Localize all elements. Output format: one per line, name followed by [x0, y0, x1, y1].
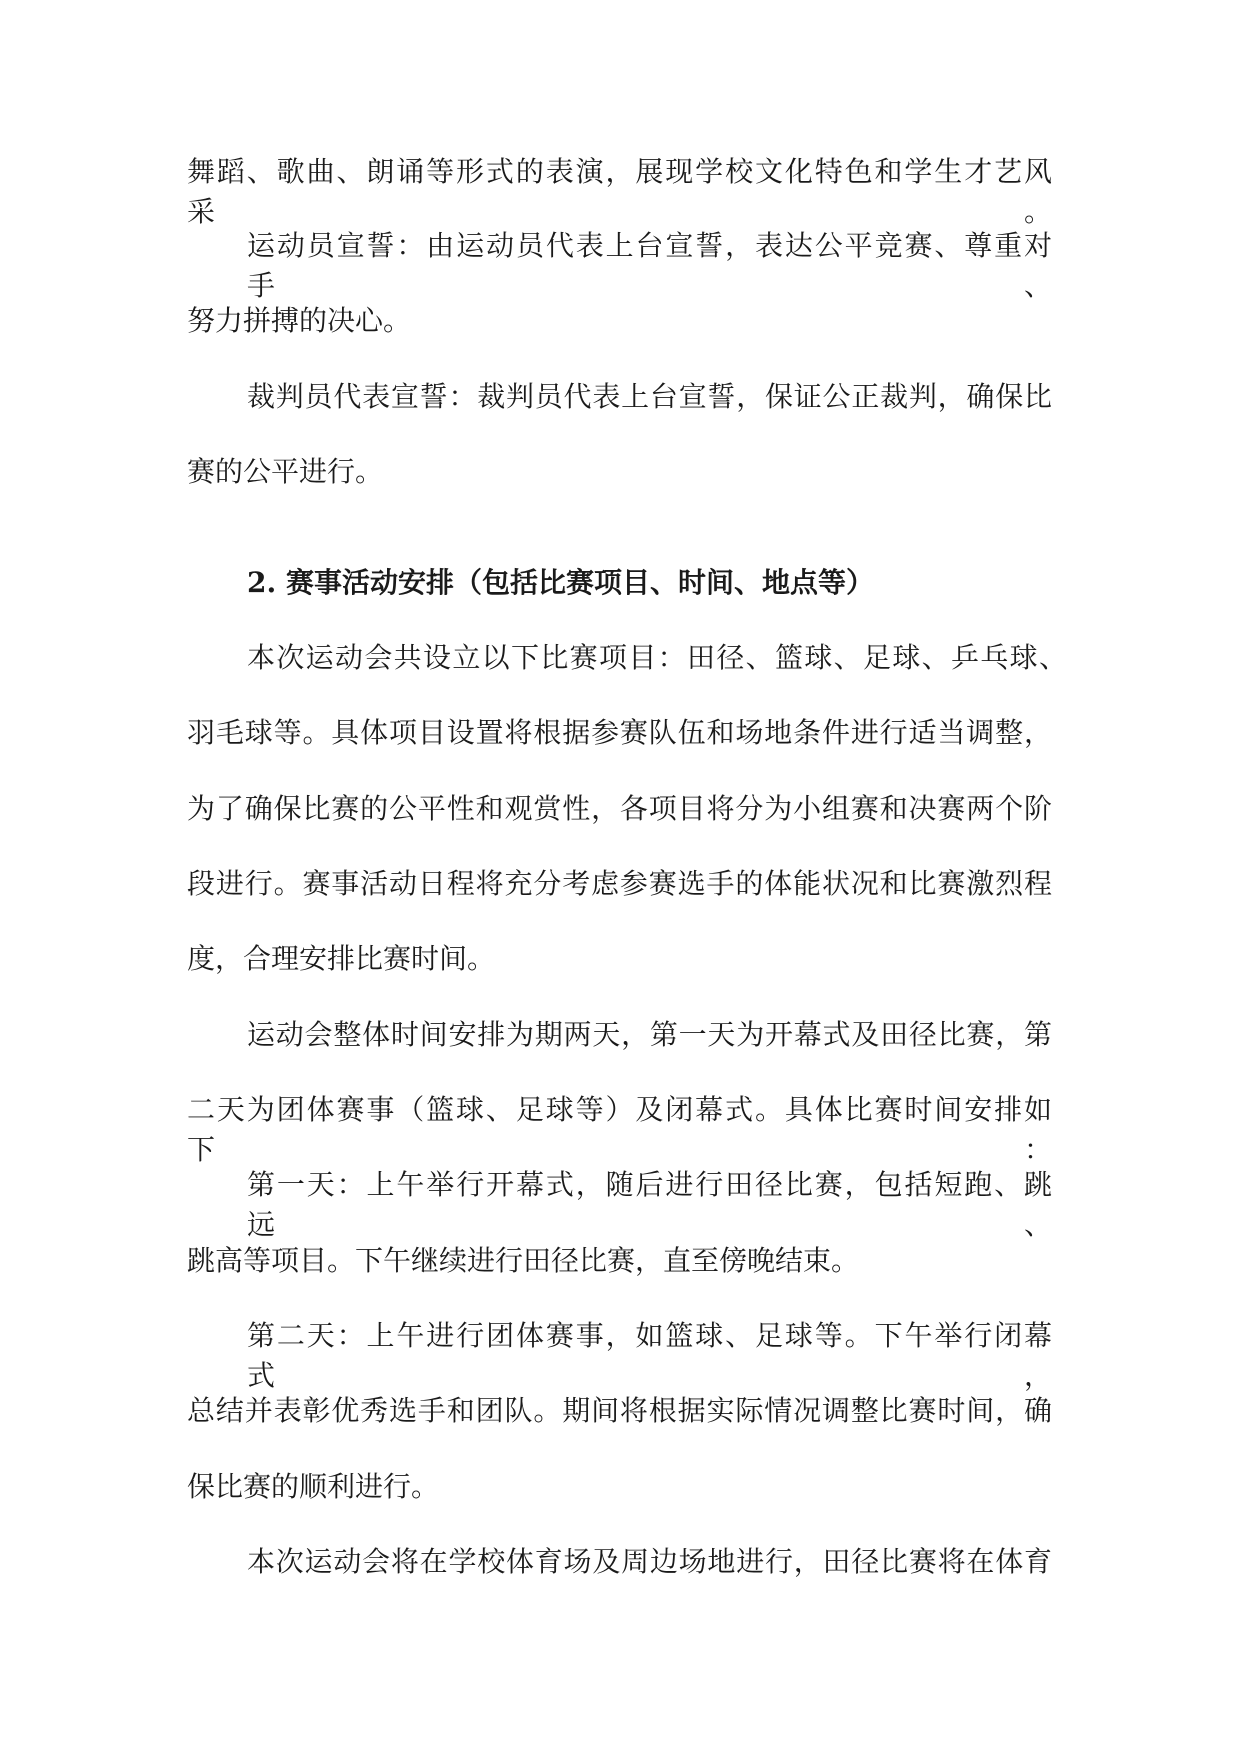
- paragraph-line: 努力拼搏的决心。: [187, 304, 412, 337]
- paragraph-line: 本次运动会共设立以下比赛项目：田径、篮球、足球、乒乓球、: [247, 641, 1067, 674]
- paragraph-line: 运动员宣誓：由运动员代表上台宣誓，表达公平竞赛、尊重对手、: [247, 229, 1052, 302]
- paragraph-line: 赛的公平进行。: [187, 455, 384, 488]
- paragraph-line: 总结并表彰优秀选手和团队。期间将根据实际情况调整比赛时间，确: [187, 1394, 1052, 1427]
- paragraph-line: 第二天：上午进行团体赛事，如篮球、足球等。下午举行闭幕式，: [247, 1319, 1052, 1392]
- paragraph-line: 第一天：上午举行开幕式，随后进行田径比赛，包括短跑、跳远、: [247, 1168, 1052, 1241]
- paragraph-line: 裁判员代表宣誓：裁判员代表上台宣誓，保证公正裁判，确保比: [247, 380, 1052, 413]
- paragraph-line: 二天为团体赛事（篮球、足球等）及闭幕式。具体比赛时间安排如下：: [187, 1093, 1052, 1166]
- paragraph-line: 羽毛球等。具体项目设置将根据参赛队伍和场地条件进行适当调整，: [187, 716, 1052, 749]
- paragraph-line: 度，合理安排比赛时间。: [187, 942, 496, 975]
- paragraph-line: 本次运动会将在学校体育场及周边场地进行，田径比赛将在体育: [247, 1545, 1052, 1578]
- paragraph-line: 舞蹈、歌曲、朗诵等形式的表演，展现学校文化特色和学生才艺风采。: [187, 155, 1052, 228]
- paragraph-line: 保比赛的顺利进行。: [187, 1470, 440, 1503]
- paragraph-line: 运动会整体时间安排为期两天，第一天为开幕式及田径比赛，第: [247, 1018, 1052, 1051]
- paragraph-line: 为了确保比赛的公平性和观赏性，各项目将分为小组赛和决赛两个阶: [187, 792, 1052, 825]
- paragraph-line: 跳高等项目。下午继续进行田径比赛，直至傍晚结束。: [187, 1244, 860, 1277]
- paragraph-line: 段进行。赛事活动日程将充分考虑参赛选手的体能状况和比赛激烈程: [187, 867, 1052, 900]
- section-heading: 2. 赛事活动安排（包括比赛项目、时间、地点等）: [247, 566, 874, 599]
